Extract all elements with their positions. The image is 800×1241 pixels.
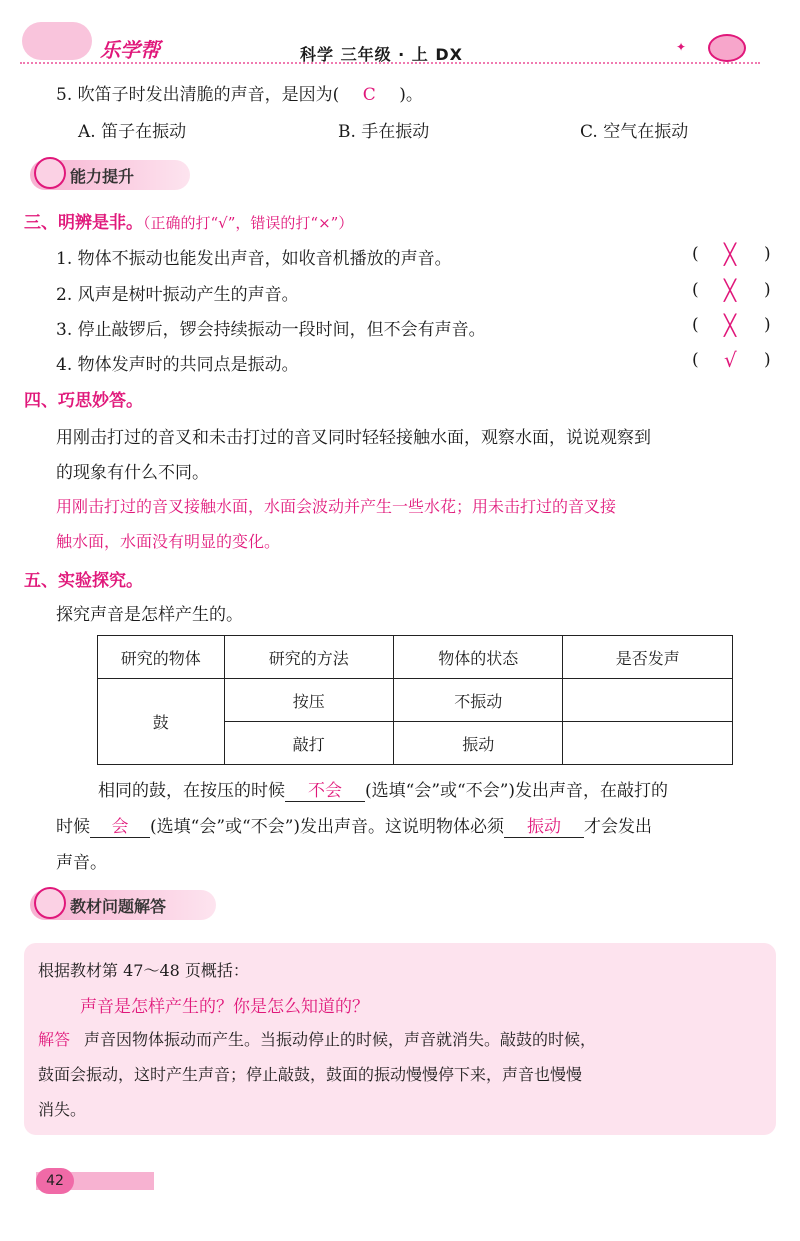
table-cell: 不振动: [393, 679, 562, 722]
sec4-heading: 四、巧思妙答。: [24, 391, 143, 411]
textbook-intro: 根据教材第 47～48 页概括：: [38, 961, 249, 980]
q5-option-c: C. 空气在振动: [580, 122, 689, 142]
table-row: [98, 679, 733, 722]
paren-close: ): [764, 244, 771, 264]
experiment-table: [97, 635, 733, 765]
paren-close: ): [764, 350, 771, 370]
table-header: 研究的方法: [224, 636, 393, 679]
planet-icon: [708, 34, 746, 62]
textbook-answer-line1: 解答 声音因物体振动而产生。当振动停止的时候，声音就消失。敲鼓的时候，: [38, 1030, 597, 1049]
textbook-answer-line2: 鼓面会振动，这时产生声音；停止敲鼓，鼓面的振动慢慢停下来，声音也慢慢: [38, 1065, 583, 1084]
paren-open: (: [692, 350, 699, 370]
sec4-answer-line1: 用刚击打过的音叉接触水面，水面会波动并产生一些水花；用未击打过的音叉接: [56, 497, 617, 516]
answer-mark-1: ╳: [724, 242, 737, 266]
table-cell: 按压: [224, 679, 393, 722]
sec5-fill-line3: 声音。: [56, 853, 107, 873]
page-header-title: 科学 三年级 · 上 DX: [300, 45, 463, 64]
paren-open: (: [692, 244, 699, 264]
page-number: 42: [36, 1168, 74, 1194]
sec3-item-4: 4. 物体发声时的共同点是振动。: [56, 355, 299, 375]
q5-option-b: B. 手在振动: [338, 122, 430, 142]
sec3-heading: 三、明辨是非。（正确的打“√”，错误的打“×”）: [24, 213, 354, 233]
header-divider: [20, 62, 760, 64]
paren-close: ): [764, 280, 771, 300]
textbook-answer-line3: 消失。: [38, 1100, 87, 1119]
q5-stem: 5. 吹笛子时发出清脆的声音，是因为( C )。: [56, 85, 423, 105]
fill-blank-1: 不会: [285, 776, 365, 802]
table-cell-object: 鼓: [98, 679, 225, 765]
answer-mark-3: ╳: [724, 313, 737, 337]
table-cell: 振动: [393, 722, 562, 765]
table-cell: [563, 722, 733, 765]
sec5-heading: 五、实验探究。: [24, 571, 143, 591]
table-cell: 敲打: [224, 722, 393, 765]
table-cell: [563, 679, 733, 722]
brand-logo: 乐学帮: [100, 38, 160, 62]
answer-label: 解答: [38, 1030, 71, 1049]
table-header: 研究的物体: [98, 636, 225, 679]
badge-textbook-label: 教材问题解答: [70, 897, 167, 916]
answer-mark-2: ╳: [724, 278, 737, 302]
sec5-fill-line2: 时候 会 (选填“会”或“不会”)发出声音。这说明物体必须 振动 才会发出: [56, 812, 652, 838]
sec3-item-1: 1. 物体不振动也能发出声音，如收音机播放的声音。: [56, 249, 452, 269]
table-header: 是否发声: [563, 636, 733, 679]
fill-blank-2: 会: [90, 812, 150, 838]
q5-answer: C: [362, 85, 376, 105]
sec3-item-3: 3. 停止敲锣后，锣会持续振动一段时间，但不会有声音。: [56, 320, 486, 340]
sec4-answer-line2: 触水面，水面没有明显的变化。: [56, 532, 281, 551]
textbook-question: 声音是怎样产生的？你是怎么知道的？: [80, 997, 369, 1017]
sec4-question-line2: 的现象有什么不同。: [56, 463, 209, 483]
table-header-row: [98, 636, 733, 679]
sec5-fill-line1: 相同的鼓，在按压的时候 不会 (选填“会”或“不会”)发出声音，在敲打的: [98, 776, 668, 802]
paren-close: ): [764, 315, 771, 335]
fill-blank-3: 振动: [504, 812, 584, 838]
sec5-intro: 探究声音是怎样产生的。: [56, 605, 243, 625]
table-header: 物体的状态: [393, 636, 562, 679]
mascot-logo: [22, 22, 92, 60]
q5-option-a: A. 笛子在振动: [78, 122, 187, 142]
mascot-icon: [34, 887, 66, 919]
sec3-item-2: 2. 风声是树叶振动产生的声音。: [56, 285, 299, 305]
badge-ability-label: 能力提升: [70, 167, 135, 186]
answer-mark-4: √: [724, 348, 737, 372]
paren-open: (: [692, 280, 699, 300]
paren-open: (: [692, 315, 699, 335]
sec4-question-line1: 用刚击打过的音叉和未击打过的音叉同时轻轻接触水面，观察水面，说说观察到: [56, 428, 651, 448]
ufo-icon: ✦: [676, 40, 687, 54]
mascot-icon: [34, 157, 66, 189]
